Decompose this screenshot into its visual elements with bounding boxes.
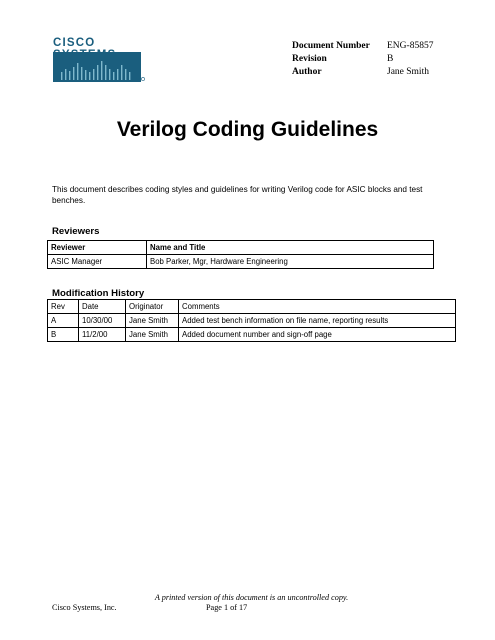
table-cell: A bbox=[48, 314, 79, 328]
intro-paragraph: This document describes coding styles and guidelines for writing Verilog code for ASIC blocks and test benches. bbox=[52, 185, 423, 205]
reviewers-heading: Reviewers bbox=[52, 226, 100, 237]
document-title: Verilog Coding Guidelines bbox=[116, 118, 379, 141]
table-cell: 11/2/00 bbox=[79, 328, 126, 342]
meta-row-author bbox=[292, 66, 433, 79]
table-cell: Added test bench information on file name, reporting results bbox=[179, 314, 456, 328]
column-header: Name and Title bbox=[147, 241, 434, 255]
document-meta bbox=[292, 40, 433, 79]
table-row bbox=[48, 255, 434, 269]
meta-value: ENG-85857 bbox=[387, 41, 434, 51]
meta-label: Author bbox=[292, 67, 322, 77]
logo-wordmark: CISCO bbox=[53, 37, 96, 49]
modification-history-table bbox=[47, 299, 456, 342]
table-header-row bbox=[48, 300, 456, 314]
table-header-row bbox=[48, 241, 434, 255]
meta-row-document-number bbox=[292, 40, 433, 53]
page-number: Page 1 of 17 bbox=[206, 603, 248, 612]
footer-company: Cisco Systems, Inc. bbox=[52, 603, 117, 612]
table-cell: ASIC Manager bbox=[48, 255, 147, 269]
table-cell: Jane Smith bbox=[126, 314, 179, 328]
table-cell: Jane Smith bbox=[126, 328, 179, 342]
table-row bbox=[48, 314, 456, 328]
table-row bbox=[48, 328, 456, 342]
column-header: Rev bbox=[48, 300, 79, 314]
table-cell: Bob Parker, Mgr, Hardware Engineering bbox=[147, 255, 434, 269]
uncontrolled-copy-note: A printed version of this document is an uncontrolled copy. bbox=[154, 593, 349, 602]
meta-value: B bbox=[387, 54, 394, 64]
meta-value: Jane Smith bbox=[387, 67, 429, 77]
reviewers-table bbox=[47, 240, 434, 269]
column-header: Originator bbox=[126, 300, 179, 314]
column-header: Date bbox=[79, 300, 126, 314]
meta-row-revision bbox=[292, 53, 433, 66]
meta-label: Revision bbox=[292, 54, 327, 64]
table-cell: Added document number and sign-off page bbox=[179, 328, 456, 342]
table-cell: B bbox=[48, 328, 79, 342]
column-header: Reviewer bbox=[48, 241, 147, 255]
table-cell: 10/30/00 bbox=[79, 314, 126, 328]
meta-label: Document Number bbox=[292, 41, 370, 51]
modification-history-heading: Modification History bbox=[52, 288, 145, 299]
cisco-logo bbox=[53, 37, 145, 83]
bridge-logo-icon bbox=[53, 52, 145, 82]
column-header: Comments bbox=[179, 300, 456, 314]
